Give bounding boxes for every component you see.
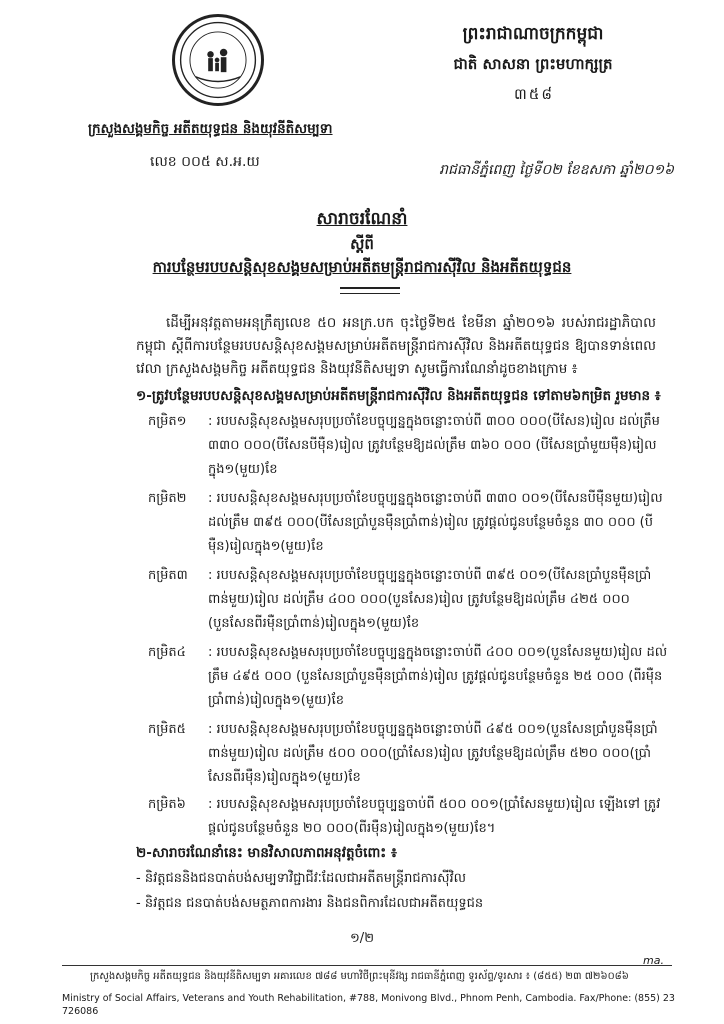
intro-paragraph: ដើម្បីអនុវត្តតាមអនុក្រឹត្យលេខ ៥០ អនក្រ.បក ចុះថ្ងៃទី២៥ ខែមីនា ឆ្នាំ២០១៦ របស់រាជរដ្ឋាភិបាលកម្ពុជា ស្តីពីការបន្ថែមរបបសន្តិសុខសង្គមសម្រាប់អតីតមន្ត្រីរាជការស៊ីវិល និងអតីតយុទ្ធជន ឱ្យបានទាន់ពេលវេលា ក្រសួងសង្គមកិច្ច អតីតយុទ្ធជន និងយុវនីតិសម្បទា សូមធ្វើការណែនាំដូចខាងក្រោម ៖ <box>136 315 656 377</box>
tier-label: កម្រិត៤ <box>148 645 186 660</box>
footer-address-english: Ministry of Social Affairs, Veterans and Youth Rehabilitation, #788, Monivong Blvd., Phnom Penh, Cambodia. Fax/Phone: (855) 23 726086 <box>62 993 675 1017</box>
tier-item <box>148 487 668 559</box>
tier-label: កម្រិត១ <box>148 414 187 429</box>
document-title: ការបន្ថែមរបបសន្តិសុខសង្គមសម្រាប់អតីតមន្ត្រីរាជការស៊ីវិល និងអតីតយុទ្ធជន <box>152 258 572 276</box>
tier-text: : របបសន្តិសុខសង្គមសរុបប្រចាំខែបច្ចុប្បន្នក្នុងចន្លោះចាប់ពី ៤៩៥ ០០១(បួនសែនប្រាំបួនម៉ឺនប្រាំពាន់មួយ)រៀល ដល់ត្រឹម ៥០០ ០០០(ប្រាំសែន)រៀល ត្រូវបន្ថែមឱ្យដល់ត្រឹម ៥២០ ០០០(ប្រាំសែនពីរម៉ឺន)រៀលក្នុង១(មួយ)ខែ <box>208 722 658 785</box>
tier-label: កម្រិត៣ <box>148 568 188 583</box>
national-motto: ជាតិ សាសនា ព្រះមហាក្សត្រ <box>453 55 613 73</box>
tier-text: : របបសន្តិសុខសង្គមសរុបប្រចាំខែបច្ចុប្បន្នក្នុងចន្លោះចាប់ពី ៤០០ ០០១(បួនសែនមួយ)រៀល ដល់ត្រឹម ៤៩៥ ០០០ (បួនសែនប្រាំបួនម៉ឺនប្រាំពាន់)រៀល ត្រូវផ្តល់ជូនបន្ថែមចំនួន ២៥ ០០០ (ពីរម៉ឺនប្រាំពាន់)រៀលក្នុង១(មួយ)ខែ <box>208 645 668 708</box>
footer-divider <box>62 965 672 966</box>
motto-ornament: ៣៥៨ <box>513 85 555 103</box>
document-on: ស្តីពី <box>350 235 374 253</box>
scope-bullet: - និវត្តជននិងជនបាត់បង់សម្បទាវិជ្ជាជីវៈដែលជាអតីតមន្ត្រីរាជការស៊ីវិល <box>136 871 466 886</box>
tier-text: : របបសន្តិសុខសង្គមសរុបប្រចាំខែបច្ចុប្បន្នក្នុងចន្លោះចាប់ពី ៣៣០ ០០១(បីសែនបីម៉ឺនមួយ)រៀល ដល់ត្រឹម ៣៩៥ ០០០(បីសែនប្រាំបួនម៉ឺនប្រាំពាន់)រៀល ត្រូវផ្តល់ជូនបន្ថែមចំនួន ៣០ ០០០ (បីម៉ឺន)រៀលក្នុង១(មួយ)ខែ <box>208 491 663 554</box>
tier-text: : របបសន្តិសុខសង្គមសរុបប្រចាំខែបច្ចុប្បន្នចាប់ពី ៥០០ ០០១(ប្រាំសែនមួយ)រៀល ឡើងទៅ ត្រូវផ្តល់ជូនបន្ថែមចំនួន ២០ ០០០(ពីរម៉ឺន)រៀលក្នុង១(មួយ)ខែ។ <box>208 797 661 836</box>
kingdom-heading: ព្រះរាជាណាចក្រកម្ពុជា <box>462 24 604 44</box>
ministry-logo <box>172 14 264 106</box>
tier-label: កម្រិត៥ <box>148 722 186 737</box>
footer-address-khmer: ក្រសួងសង្គមកិច្ច អតីតយុទ្ធជន និងយុវនីតិសម្បទា អគារលេខ ៧៨៨ មហាវិថីព្រះមុនីវង្ស រាជធានីភ្នំពេញ ទូរស័ព្ទ/ទូរសារ ៖ (៨៥៥) ២៣ ៧២៦០៨៦ <box>90 971 629 982</box>
scope-bullet: - និវត្តជន ជនបាត់បង់សមត្ថភាពការងារ និងជនពិការដែលជាអតីតយុទ្ធជន <box>136 896 484 911</box>
tier-text: : របបសន្តិសុខសង្គមសរុបប្រចាំខែបច្ចុប្បន្នក្នុងចន្លោះចាប់ពី ៣០០ ០០០(បីសែន)រៀល ដល់ត្រឹម ៣៣០ ០០០(បីសែនបីម៉ឺន)រៀល ត្រូវបន្ថែមឱ្យដល់ត្រឹម ៣៦០ ០០០ (បីសែនប្រាំមួយម៉ឺន)រៀលក្នុង១(មួយ)ខែ <box>208 414 660 477</box>
title-divider <box>340 287 400 294</box>
document-type: សារាចរណែនាំ <box>316 209 408 229</box>
place-and-date: រាជធានីភ្នំពេញ ថ្ងៃទី០២ ខែឧសភា ឆ្នាំ២០១៦ <box>439 162 674 178</box>
tier-label: កម្រិត២ <box>148 491 187 506</box>
tier-text: : របបសន្តិសុខសង្គមសរុបប្រចាំខែបច្ចុប្បន្នក្នុងចន្លោះចាប់ពី ៣៩៥ ០០១(បីសែនប្រាំបួនម៉ឺនប្រាំពាន់មួយ)រៀល ដល់ត្រឹម ៤០០ ០០០(បួនសែន)រៀល ត្រូវបន្ថែមឱ្យដល់ត្រឹម ៤២៥ ០០០ (បួនសែនពីរម៉ឺនប្រាំពាន់)រៀលក្នុង១(មួយ)ខែ <box>208 568 652 631</box>
reference-number: លេខ ០០៥ ស.អ.យ <box>150 154 260 170</box>
section-2-heading: ២-សារាចរណែនាំនេះ មានវិសាលភាពអនុវត្តចំពោះ ៖ <box>136 845 397 861</box>
tier-item <box>148 718 668 790</box>
section-1-heading: ១-ត្រូវបន្ថែមរបបសន្តិសុខសង្គមសម្រាប់អតីតមន្ត្រីរាជការស៊ីវិល និងអតីតយុទ្ធជន ទៅតាម៦កម្រិត រួមមាន ៖ <box>136 388 661 404</box>
tier-item <box>148 793 668 841</box>
ministry-name: ក្រសួងសង្គមកិច្ច អតីតយុទ្ធជន និងយុវនីតិសម្បទា <box>88 121 333 137</box>
tier-item <box>148 410 668 482</box>
initials-mark: ma. <box>643 954 664 967</box>
tier-item <box>148 641 668 713</box>
tier-label: កម្រិត៦ <box>148 797 186 812</box>
tier-item <box>148 564 668 636</box>
page-number: ១/២ <box>349 931 375 946</box>
